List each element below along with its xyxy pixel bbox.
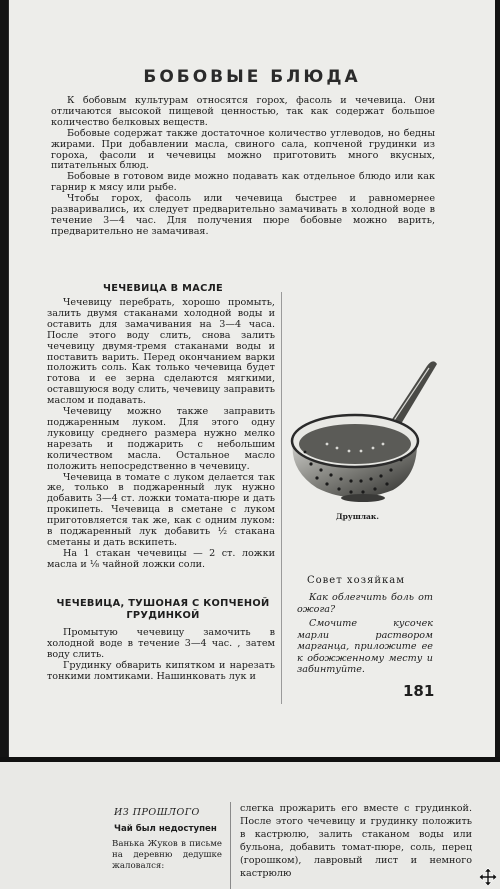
intro-paragraph-4: Чтобы горох, фасоль или чечевица быстрее и равномернее разваривались, их следует предварительно замачивать в холодной воде в течение 3—4 час. Для получения пюре бобовые можно варить, предварительно не замачивая. (51, 193, 435, 237)
intro-paragraph-3: Бобовые в готовом виде можно подавать как отдельное блюдо или как гарнир к мясу или рыбе. (51, 171, 435, 194)
page-number: 181 (403, 682, 435, 700)
illustration-caption: Друшлак. (336, 512, 379, 521)
recipe1-paragraph-4: На 1 стакан чечевицы — 2 ст. ложки масла и ⅛ чайной ложки соли. (47, 547, 275, 570)
continued-recipe-text: слегка прожарить его вместе с грудинкой. После этого чечевицу и грудинку положить в кастрюлю, залить стаканом воды или бульона, добавить томат-пюре, соль, перец (горошком), лавровый лист и немного кастрюлю (240, 803, 472, 879)
recipe-text-lentils-bacon (47, 628, 275, 683)
advice-question: Как облегчить боль от ожога? (297, 592, 433, 615)
colander-illustration (277, 352, 457, 512)
move-icon[interactable] (478, 867, 498, 887)
advice-answer: Смочите кусочек марли раствором марганца, приложите ее к обожженному месту и забинтуйте. (297, 618, 433, 675)
sidebar-text: Ванька Жуков в письме на деревню дедушке жаловался: (112, 839, 222, 871)
intro-paragraph-1: К бобовым культурам относятся горох, фасоль и чечевица. Они отличаются высокой пищевой ценностью, так как содержат большое количество белковых веществ. (51, 95, 435, 128)
column-divider-2 (230, 802, 231, 889)
intro-text (51, 96, 435, 238)
advice-title: Совет хозяйкам (307, 575, 406, 586)
sidebar-subheading: Чай был недоступен (114, 824, 217, 834)
recipe2-paragraph-2: Грудинку обварить кипятком и нарезать тонкими ломтиками. Нашинковать лук и (47, 659, 275, 682)
book-page-181 (8, 0, 495, 758)
recipe-text-lentils-butter (47, 298, 275, 571)
intro-paragraph-2: Бобовые содержат также достаточное количество углеводов, но бедны жирами. При добавлении масла, свиного сала, копченой грудинки из гороха, фасоли и чечевицы можно приготовить много вкусных, питательных блюд. (51, 127, 435, 172)
recipe1-paragraph-1: Чечевицу перебрать, хорошо промыть, залить двумя стаканами холодной воды и оставить для замачивания на 3—4 часа. После этого воду слить, снова залить чечевицу двумя-тремя стаканами воды и поставить варить. Перед окончанием варки положить соль. Как только чечевица будет готова и ее зерна сделаются мягкими, оставшуюся воду слить, чечевицу заправить маслом и подавать. (47, 297, 275, 407)
recipe1-paragraph-2: Чечевицу можно также заправить поджаренным луком. Для этого одну луковицу среднего размера нужно мелко нарезать и поджарить с небольшим количеством масла. Остальное масло положить непосредственно в чечевицу. (47, 406, 275, 472)
recipe1-paragraph-3: Чечевица в томате с луком делается так же, только в поджаренный лук нужно добавить 3—4 ст. ложки томата-пюре и дать прокипеть. Чечевица в сметане с луком приготовляется так же, как с одним луком: в поджаренный лук добавить ½ стакана сметаны и дать вскипеть. (47, 471, 275, 548)
sidebar-heading: ИЗ ПРОШЛОГО (114, 807, 200, 818)
next-page (0, 762, 500, 889)
page-title: БОБОВЫЕ БЛЮДА (143, 67, 361, 87)
recipe-heading-lentils-butter: ЧЕЧЕВИЦА В МАСЛЕ (103, 283, 223, 294)
recipe2-paragraph-1: Промытую чечевицу замочить в холодной воде в течение 3—4 час. , затем воду слить. (47, 627, 275, 660)
recipe-heading-lentils-bacon: ЧЕЧЕВИЦА, ТУШОНАЯ С КОПЧЕНОЙ ГРУДИНКОЙ (56, 598, 270, 621)
